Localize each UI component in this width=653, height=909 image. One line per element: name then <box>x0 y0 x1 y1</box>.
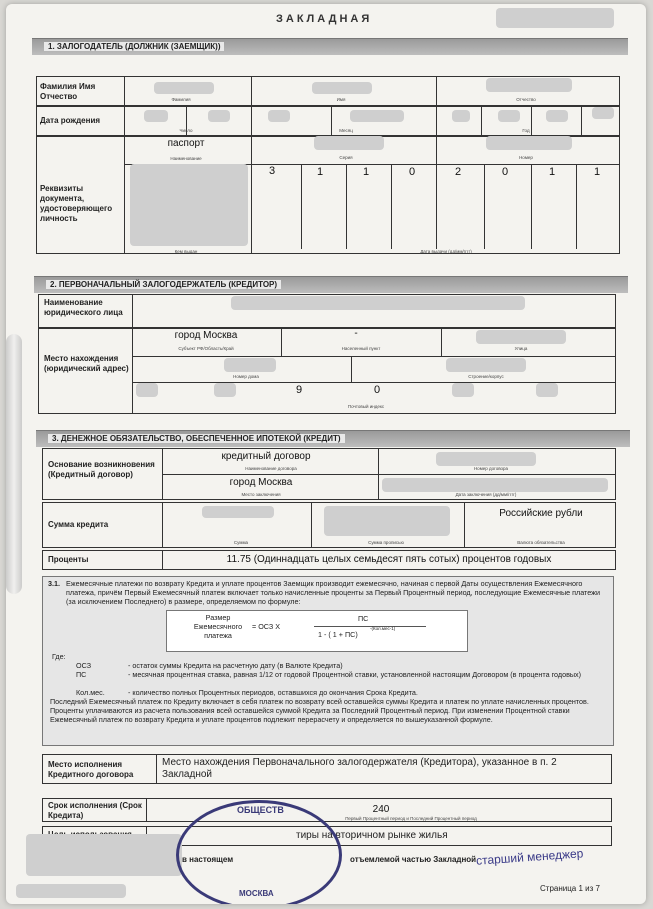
digit: 1 <box>549 166 556 178</box>
page-number: Страница 1 из 7 <box>540 884 600 893</box>
digit: 1 <box>317 166 324 178</box>
fio-label: Фамилия Имя Отчество <box>40 82 96 101</box>
exec-place-value: Место нахождения Первоначального залогодержателя (Кредитора), указанное в п. 2 Закладной <box>162 757 557 780</box>
redacted-signature <box>26 834 182 876</box>
digit: 0 <box>409 166 416 178</box>
clause-tail: Последний Ежемесячный платеж по Кредиту включает в себя платеж по возврату всей оставшейся суммы Кредита и платеж по уплате начисленных процентов. Проценты уплачиваются из расчета пользования всей оставшейся суммой Кредита за Последний Процентный период. При изменении Процентной ставки Ежемесячный платеж по возврату Кредита и уплате процентов подлежит перерасчету и определяется по вышеуказанной формуле. <box>50 697 589 724</box>
doc-type: паспорт <box>167 138 205 149</box>
term-label: Срок исполнения (Срок Кредита) <box>48 801 142 820</box>
sum-label: Сумма кредита <box>48 520 109 529</box>
creditor-name-label: Наименование юридического лица <box>44 298 123 317</box>
interest-label: Проценты <box>48 555 89 564</box>
creditor-place-label: Место нахождения (юридический адрес) <box>44 354 129 373</box>
digit: 2 <box>455 166 462 178</box>
basis-label: Основание возникновения (Кредитный договор) <box>48 460 155 479</box>
redacted-block <box>496 8 614 28</box>
interest-value: 11.75 (Одиннадцать целых семьдесят пять сотых) процентов годовых <box>226 554 552 565</box>
digit: 0 <box>502 166 509 178</box>
contract-name: кредитный договор <box>221 451 311 462</box>
section-2-header: 2. ПЕРВОНАЧАЛЬНЫЙ ЗАЛОГОДЕРЖАТЕЛЬ (КРЕДИТОР) <box>34 276 628 293</box>
currency: Российские рубли <box>499 508 583 519</box>
creditor-city: город Москва <box>174 330 238 341</box>
section-1-header: 1. ЗАЛОГОДАТЕЛЬ (ДОЛЖНИК (ЗАЕМЩИК)) <box>32 38 628 55</box>
doc-title: ЗАКЛАДНАЯ <box>276 13 373 25</box>
binding-ribbon <box>6 334 22 594</box>
company-stamp: ОБЩЕСТВ МОСКВА <box>176 800 342 904</box>
exec-place-label: Место исполнения Кредитного договора <box>48 760 134 779</box>
contract-place: город Москва <box>229 477 293 488</box>
document-page: ЗАКЛАДНАЯ 1. ЗАЛОГОДАТЕЛЬ (ДОЛЖНИК (ЗАЕМЩИК)) Фамилия Имя Отчество Фамилия Имя Отчество Дата рождения Число Месяц Год Реквизиты документа, удостоверяющего личность паспорт Наименование Серия Номер Кем выдан Дата выдачи (дд/мм/гггг) 3 1 1 0 2 0 1 1 2. ПЕРВОНАЧАЛЬНЫЙ ЗАЛОГОДЕРЖАТЕЛЬ (КРЕДИТОР) Наименование юридического лица Место нахождения (юридический адрес) город Москва Субъект РФ/Область/Край - Населенный пункт Улица Номер дома Строение/корпус 9 0 Почтовый индекс 3. ДЕНЕЖНОЕ ОБЯЗАТЕЛЬСТВО, ОБЕСПЕЧЕННОЕ ИПОТЕКОЙ (КРЕДИТ) Основание возникновения (Кредитный договор) кредитный договор Наименование договора Номер договора город Москва Место заключения Дата заключения (дд/мм/гггг) Сумма кредита Сумма Сумма прописью Российские рубли Валюта обязательства Проценты 11.75 (Одиннадцать целых семьдесят пять сотых) процентов годовых 3.1. Ежемесячные платежи по возврату Кредита и уплате процентов Заемщик производит ежемесячно, начиная с первой Даты осуществления Ежемесячного платежа, причём Первый Ежемесячный платеж включает только начисленные проценты за Первый Процентный период, последующие Ежемесячные платежи (за исключением Последнего) в размере, определяемом по формуле: Размер Ежемесячного платежа = ОСЗ X ПС 1 - ( 1 + ПС) -(Кол.мес-1) Где: ОСЗ - остаток суммы Кредита на расчетную дату (в Валюте Кредита) ПС - месячная процентная ставка, равная 1/12 от годовой Процентной ставки, установленной настоящим Договором (в процента годовых) Кол.мес. - количество полных Процентных периодов, оставшихся до окончания Срока Кредита. Последний Ежемесячный платеж по Кредиту включает в себя платеж по возврату всей оставшейся суммы Кредита и платеж по уплате начисленных процентов. Проценты уплачиваются из расчета пользования всей оставшейся суммой Кредита за Последний Процентный период. При изменении Процентной ставки Ежемесячный платеж по возврату Кредита и уплате процентов подлежит перерасчету и определяется по вышеуказанной формуле. Место исполнения Кредитного договора Место нахождения Первоначального залогодержателя (Кредитора), указанное в п. 2 Закладной Срок исполнения (Срок Кредита) 240 Первый Процентный период и Последний Процентный период тиры на вторичном рынке жилья в настоящем отъемлемой частью Закладной старший менеджер ОБЩЕСТВ МОСКВА Страница 1 из 7 <box>6 4 646 904</box>
digit: 1 <box>594 166 601 178</box>
dob-label: Дата рождения <box>40 116 101 125</box>
purpose-value: тиры на вторичном рынке жилья <box>296 830 448 841</box>
clause-3-1: Ежемесячные платежи по возврату Кредита и уплате процентов Заемщик производит ежемесячно, начиная с первой Даты осуществления Ежемесячного платежа, причём Первый Ежемесячный платеж включает только начисленные проценты за Первый Процентный период, последующие Ежемесячные платежи (за исключением Последнего) в размере, определяемом по формуле: <box>66 579 600 606</box>
digit: 1 <box>363 166 370 178</box>
digit: 3 <box>269 165 276 177</box>
doc-label: Реквизиты документа, удостоверяющего личность <box>40 184 113 223</box>
manager-signature: старший менеджер <box>475 846 584 868</box>
term-value: 240 <box>372 804 390 815</box>
section-3-header: 3. ДЕНЕЖНОЕ ОБЯЗАТЕЛЬСТВО, ОБЕСПЕЧЕННОЕ ИПОТЕКОЙ (КРЕДИТ) <box>36 430 630 447</box>
